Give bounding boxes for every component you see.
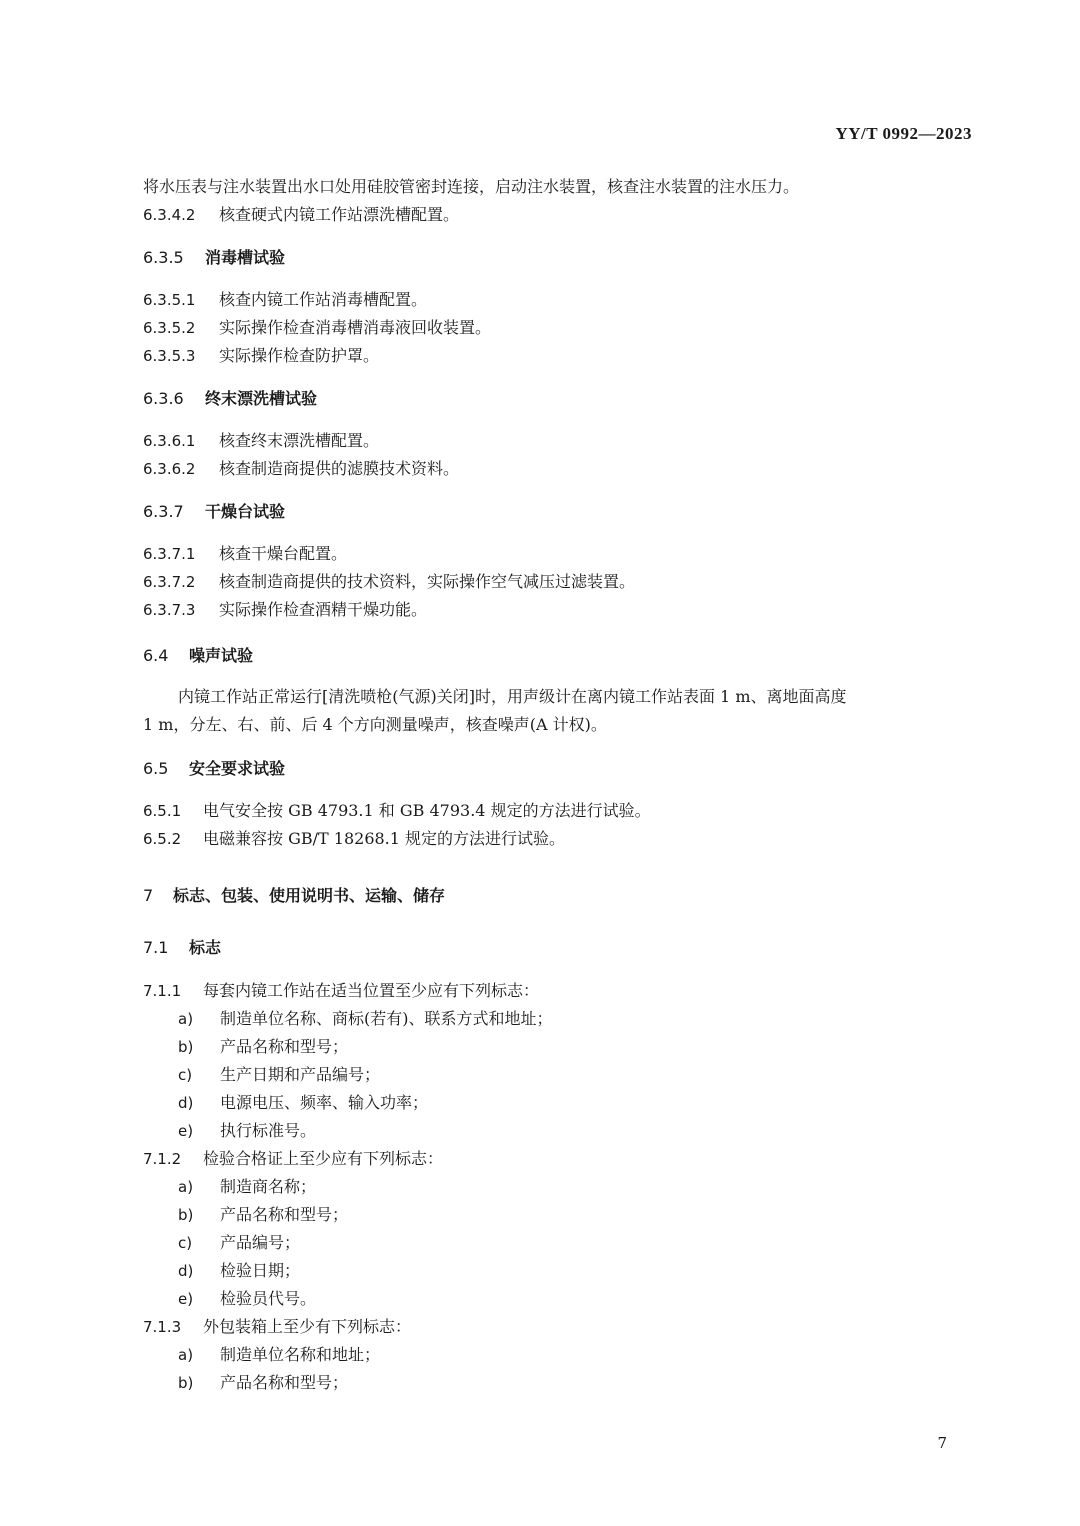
heading-6-3-7 — [143, 501, 285, 523]
clause-6-3-5-1 — [143, 289, 427, 311]
clause-text: 实际操作检查消毒槽消毒液回收装置。 — [219, 318, 492, 337]
heading-text: 噪声试验 — [189, 646, 254, 665]
heading-text: 安全要求试验 — [189, 759, 286, 778]
clause-text: 核查制造商提供的滤膜技术资料。 — [219, 459, 460, 478]
list-text: 产品名称和型号； — [220, 1373, 349, 1392]
clause-number: 6.3.7.1 — [143, 545, 196, 563]
clause-text: 检验合格证上至少应有下列标志： — [203, 1149, 444, 1168]
heading-6-3-6 — [143, 388, 317, 410]
clause-7-1-1 — [143, 980, 539, 1002]
clause-7-1-2 — [143, 1148, 443, 1170]
heading-number: 7.1 — [143, 938, 169, 957]
heading-number: 7 — [143, 886, 154, 905]
clause-6-5-1 — [143, 800, 651, 822]
list-label: e) — [178, 1122, 194, 1140]
clause-number: 7.1.2 — [143, 1150, 182, 1168]
clause-6-5-2 — [143, 828, 565, 850]
list-label: d) — [178, 1094, 194, 1112]
list-item — [178, 1260, 300, 1282]
heading-6-4 — [143, 645, 253, 667]
clause-text: 电气安全按 GB 4793.1 和 GB 4793.4 规定的方法进行试验。 — [203, 801, 651, 820]
heading-text: 干燥台试验 — [205, 502, 286, 521]
list-label: c) — [178, 1234, 193, 1252]
paragraph-line: 内镜工作站正常运行[清洗喷枪(气源)关闭]时，用声级计在离内镜工作站表面 1 m、离地面高度 — [178, 687, 847, 706]
heading-7 — [143, 885, 445, 907]
clause-text: 核查内镜工作站消毒槽配置。 — [219, 290, 428, 309]
page-number: 7 — [937, 1434, 947, 1452]
clause-6-3-6-2 — [143, 458, 459, 480]
heading-number: 6.5 — [143, 759, 169, 778]
standard-code: YY/T 0992—2023 — [835, 124, 972, 143]
list-label: a) — [178, 1010, 194, 1028]
list-label: b) — [178, 1038, 194, 1056]
list-item — [178, 1344, 380, 1366]
list-text: 产品编号； — [220, 1233, 301, 1252]
heading-6-3-5 — [143, 247, 285, 269]
list-label: b) — [178, 1206, 194, 1224]
clause-text: 核查干燥台配置。 — [219, 544, 348, 563]
clause-6-3-7-3 — [143, 599, 427, 621]
list-text: 执行标准号。 — [220, 1121, 317, 1140]
heading-text: 消毒槽试验 — [205, 248, 286, 267]
heading-text: 终末漂洗槽试验 — [205, 389, 318, 408]
clause-number: 6.3.7.2 — [143, 573, 196, 591]
list-item — [178, 1008, 553, 1030]
list-item — [178, 1092, 428, 1114]
clause-text: 核查制造商提供的技术资料，实际操作空气减压过滤装置。 — [219, 572, 636, 591]
list-label: d) — [178, 1262, 194, 1280]
clause-6-3-7-1 — [143, 543, 347, 565]
list-label: c) — [178, 1066, 193, 1084]
heading-number: 6.3.5 — [143, 248, 184, 267]
list-item — [178, 1372, 348, 1394]
heading-number: 6.3.7 — [143, 502, 184, 521]
list-text: 生产日期和产品编号； — [220, 1065, 381, 1084]
clause-text: 外包装箱上至少有下列标志： — [203, 1317, 412, 1336]
clause-6-3-5-3 — [143, 345, 379, 367]
clause-text: 电磁兼容按 GB/T 18268.1 规定的方法进行试验。 — [203, 829, 566, 848]
clause-number: 7.1.3 — [143, 1318, 182, 1336]
clause-number: 6.3.5.2 — [143, 319, 196, 337]
clause-number: 6.3.6.2 — [143, 460, 196, 478]
clause-number: 6.3.6.1 — [143, 432, 196, 450]
heading-7-1 — [143, 937, 221, 959]
heading-number: 6.4 — [143, 646, 169, 665]
list-text: 产品名称和型号； — [220, 1037, 349, 1056]
clause-6-3-4-2 — [143, 204, 459, 226]
list-label: b) — [178, 1374, 194, 1392]
clause-text: 实际操作检查防护罩。 — [219, 346, 380, 365]
clause-text: 实际操作检查酒精干燥功能。 — [219, 600, 428, 619]
list-label: a) — [178, 1178, 194, 1196]
list-text: 制造商名称； — [220, 1177, 317, 1196]
list-label: a) — [178, 1346, 194, 1364]
clause-number: 6.3.4.2 — [143, 206, 196, 224]
paragraph-line: 将水压表与注水装置出水口处用硅胶管密封连接，启动注水装置，核查注水装置的注水压力。 — [143, 177, 800, 196]
list-text: 检验日期； — [220, 1261, 301, 1280]
clause-text: 每套内镜工作站在适当位置至少应有下列标志： — [203, 981, 540, 1000]
clause-number: 6.5.2 — [143, 830, 182, 848]
clause-6-3-5-2 — [143, 317, 491, 339]
list-text: 电源电压、频率、输入功率； — [220, 1093, 429, 1112]
clause-7-1-3 — [143, 1316, 411, 1338]
list-item — [178, 1120, 316, 1142]
clause-6-3-7-2 — [143, 571, 635, 593]
list-label: e) — [178, 1290, 194, 1308]
list-text: 制造单位名称和地址； — [220, 1345, 381, 1364]
list-text: 产品名称和型号； — [220, 1205, 349, 1224]
clause-number: 6.3.7.3 — [143, 601, 196, 619]
list-item — [178, 1064, 380, 1086]
list-text: 检验员代号。 — [220, 1289, 317, 1308]
paragraph-line: 1 m，分左、右、前、后 4 个方向测量噪声，核查噪声(A 计权)。 — [143, 715, 607, 734]
list-item — [178, 1176, 316, 1198]
list-item — [178, 1036, 348, 1058]
list-item — [178, 1232, 300, 1254]
heading-text: 标志 — [189, 938, 222, 957]
heading-6-5 — [143, 758, 285, 780]
heading-text: 标志、包装、使用说明书、运输、储存 — [173, 886, 446, 905]
heading-number: 6.3.6 — [143, 389, 184, 408]
clause-number: 6.3.5.1 — [143, 291, 196, 309]
clause-6-3-6-1 — [143, 430, 379, 452]
list-text: 制造单位名称、商标(若有)、联系方式和地址； — [220, 1009, 553, 1028]
list-item — [178, 1288, 316, 1310]
clause-number: 7.1.1 — [143, 982, 182, 1000]
clause-number: 6.5.1 — [143, 802, 182, 820]
clause-text: 核查硬式内镜工作站漂洗槽配置。 — [219, 205, 460, 224]
clause-text: 核查终末漂洗槽配置。 — [219, 431, 380, 450]
list-item — [178, 1204, 348, 1226]
clause-number: 6.3.5.3 — [143, 347, 196, 365]
